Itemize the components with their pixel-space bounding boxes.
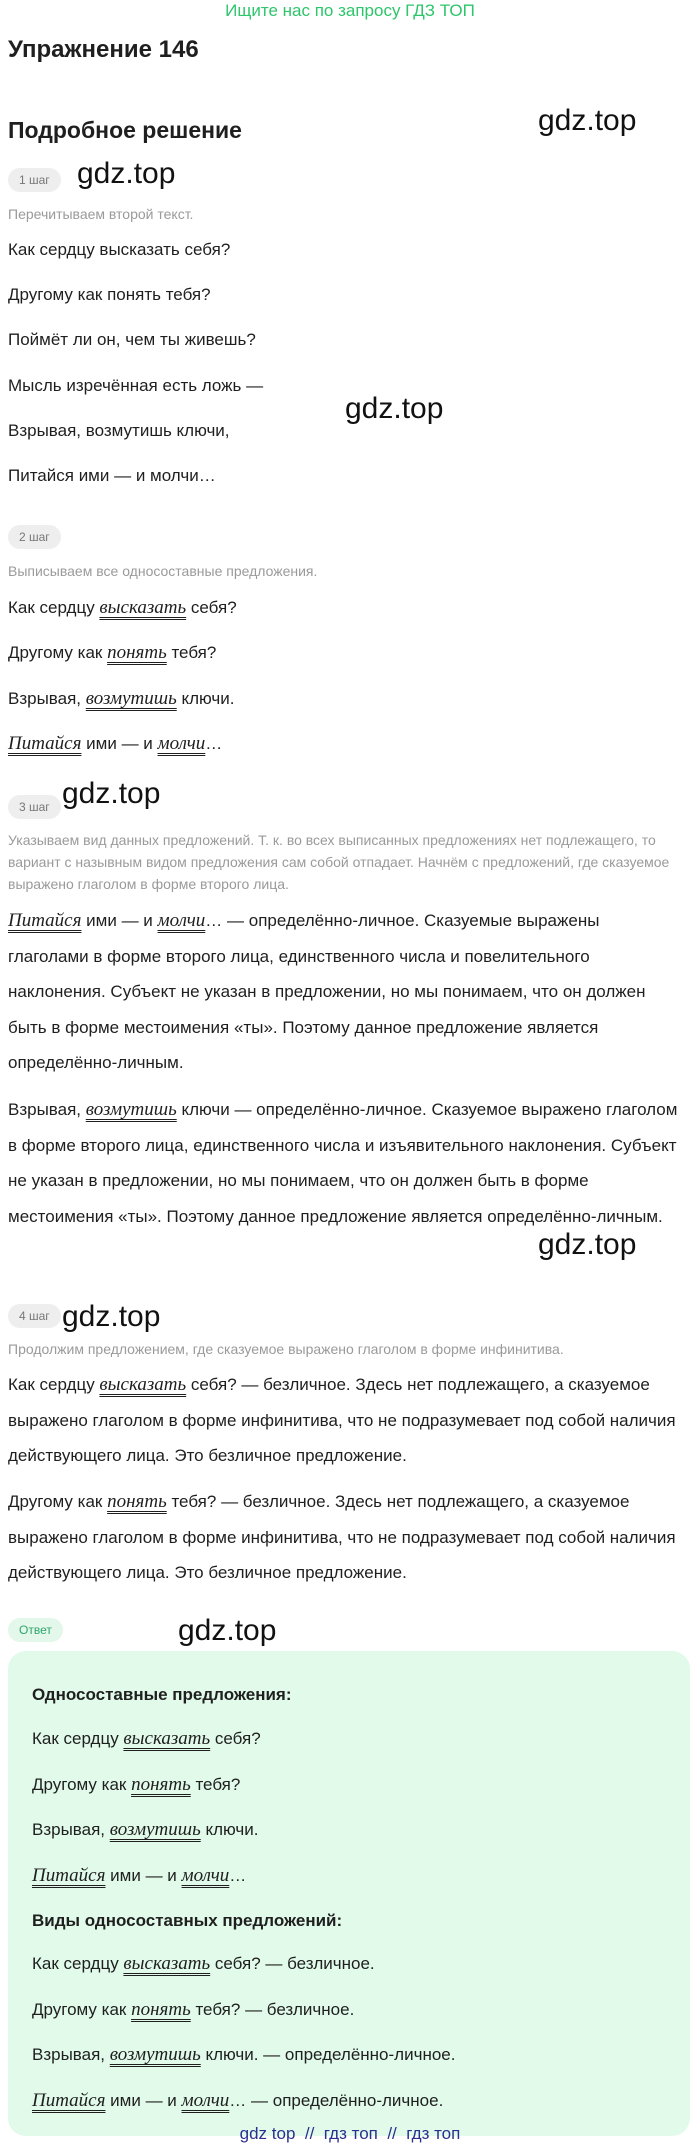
sentence-text: тебя? — безличное. <box>190 2000 355 2019</box>
step-1-hint: Перечитываем второй текст. <box>8 206 194 222</box>
exercise-title: Упражнение 146 <box>8 36 199 63</box>
sentence <box>8 688 234 710</box>
predicate: молчи <box>157 733 206 754</box>
poem-line: Мысль изречённая есть ложь — <box>8 376 264 395</box>
predicate: высказать <box>123 1728 211 1749</box>
poem-line: Как сердцу высказать себя? <box>8 240 231 259</box>
answer-sentence <box>32 1999 354 2021</box>
answer-sentence <box>32 2090 443 2112</box>
sentence-text: Взрывая, <box>8 1100 86 1119</box>
watermark: gdz.top <box>178 1614 277 1647</box>
watermark: gdz.top <box>538 1228 637 1261</box>
step-2-hint: Выписываем все односоставные предложения. <box>8 563 318 579</box>
analysis-paragraph <box>8 903 680 1081</box>
answer-heading: Односоставные предложения: <box>32 1685 292 1704</box>
sentence-text: ключи. <box>200 1820 259 1839</box>
sentence-text: Другому как <box>8 643 108 662</box>
watermark: gdz.top <box>77 157 176 190</box>
predicate: высказать <box>99 1374 187 1395</box>
sentence-text: Другому как <box>32 2000 132 2019</box>
predicate: возмутишь <box>109 2044 201 2065</box>
step-3-hint: Указываем вид данных предложений. Т. к. во всех выписанных предложениях нет подлежащего, то вариант с назывным видом предложения сам собой отпадает. Начнём с предложений, где сказуемое выражено глаголом в форме второго лица. <box>8 832 670 892</box>
sentence-text: ключи — определённо-личное. Сказуемое выражено глаголом в форме второго лица, единственного числа и изъявительного наклонения. Субъект не указан в предложении, но мы понимаем, что он должен быть в форме местоимения «ты». Поэтому данное предложение является определённо-личным. <box>8 1100 678 1226</box>
sentence-text: тебя? <box>190 1775 241 1794</box>
sentence-text: Как сердцу <box>8 1375 100 1394</box>
sentence-text: себя? <box>186 598 237 617</box>
watermark: gdz.top <box>538 104 637 137</box>
sentence-text: Взрывая, <box>8 689 86 708</box>
poem-line: Взрывая, возмутишь ключи, <box>8 421 230 440</box>
predicate: возмутишь <box>85 1099 177 1120</box>
step-1-badge: 1 шаг <box>8 168 61 192</box>
sentence-text: себя? — безличное. Здесь нет подлежащего, а сказуемое выражено глаголом в форме инфинитива, что не подразумевает под собой наличия действующего лица. Это безличное предложение. <box>8 1375 676 1465</box>
sentence <box>8 597 237 619</box>
footer-links: gdz top // гдз топ // гдз топ <box>239 2124 461 2143</box>
sentence-text: … — определённо-личное. Сказуемые выражены глаголами в форме второго лица, единственного числа и повелительного наклонения. Субъект не указан в предложении, но мы понимаем, что он должен быть в форме местоимения «ты». Поэтому данное предложение является определённо-личным. <box>8 911 646 1072</box>
answer-badge: Ответ <box>8 1618 63 1642</box>
sentence-text: ключи. <box>176 689 235 708</box>
predicate: молчи <box>181 1865 230 1886</box>
answer-sentence <box>32 2044 455 2066</box>
predicate: молчи <box>181 2090 230 2111</box>
answer-sentence <box>32 1774 240 1796</box>
step-4-badge: 4 шаг <box>8 1304 61 1328</box>
sentence-text: себя? — безличное. <box>210 1954 375 1973</box>
predicate: понять <box>107 1491 167 1512</box>
analysis-paragraph <box>8 1484 680 1591</box>
answer-sentence <box>32 1819 258 1841</box>
sentence-text: Как сердцу <box>32 1954 124 1973</box>
poem-line: Другому как понять тебя? <box>8 285 211 304</box>
sentence-text: Взрывая, <box>32 2045 110 2064</box>
solution-title: Подробное решение <box>8 117 242 143</box>
answer-sentence <box>32 1953 375 1975</box>
step-3-badge: 3 шаг <box>8 795 61 819</box>
predicate: понять <box>107 642 167 663</box>
sentence-text: Другому как <box>32 1775 132 1794</box>
predicate: Питайся <box>32 2090 106 2111</box>
answer-sentence <box>32 1728 261 1750</box>
sentence-text: ими — и <box>81 734 158 753</box>
predicate: высказать <box>123 1953 211 1974</box>
sentence-text: ими — и <box>105 2091 182 2110</box>
watermark: gdz.top <box>62 1300 161 1333</box>
sentence-text: … — определённо-личное. <box>229 2091 444 2110</box>
sentence-text: … <box>229 1866 247 1885</box>
analysis-paragraph <box>8 1367 680 1474</box>
sentence-text: Как сердцу <box>32 1729 124 1748</box>
sentence-text: Как сердцу <box>8 598 100 617</box>
sentence-text: себя? <box>210 1729 261 1748</box>
predicate: Питайся <box>32 1865 106 1886</box>
step-4-hint: Продолжим предложением, где сказуемое выражено глаголом в форме инфинитива. <box>8 1341 564 1357</box>
answer-sentence <box>32 1865 246 1887</box>
sentence-text: … <box>205 734 223 753</box>
sentence-text: тебя? — безличное. Здесь нет подлежащего, а сказуемое выражено глаголом в форме инфинитива, что не подразумевает под собой наличия действующего лица. Это безличное предложение. <box>8 1492 676 1582</box>
watermark: gdz.top <box>345 392 444 425</box>
watermark: gdz.top <box>62 777 161 810</box>
predicate: понять <box>131 1774 191 1795</box>
predicate: понять <box>131 1999 191 2020</box>
analysis-paragraph <box>8 1092 680 1234</box>
sentence-text: ключи. — определённо-личное. <box>200 2045 456 2064</box>
search-banner: Ищите нас по запросу ГДЗ ТОП <box>225 1 475 20</box>
predicate: молчи <box>157 910 206 931</box>
predicate: возмутишь <box>85 688 177 709</box>
sentence-text: тебя? <box>166 643 217 662</box>
sentence <box>8 642 216 664</box>
poem-line: Питайся ими — и молчи… <box>8 466 216 485</box>
predicate: возмутишь <box>109 1819 201 1840</box>
sentence-text: ими — и <box>81 911 158 930</box>
sentence-text: ими — и <box>105 1866 182 1885</box>
predicate: Питайся <box>8 910 82 931</box>
sentence-text: Другому как <box>8 1492 108 1511</box>
sentence-text: Взрывая, <box>32 1820 110 1839</box>
sentence <box>8 733 222 755</box>
predicate: высказать <box>99 597 187 618</box>
step-2-badge: 2 шаг <box>8 525 61 549</box>
predicate: Питайся <box>8 733 82 754</box>
poem-line: Поймёт ли он, чем ты живешь? <box>8 330 256 349</box>
answer-heading: Виды односоставных предложений: <box>32 1911 343 1930</box>
